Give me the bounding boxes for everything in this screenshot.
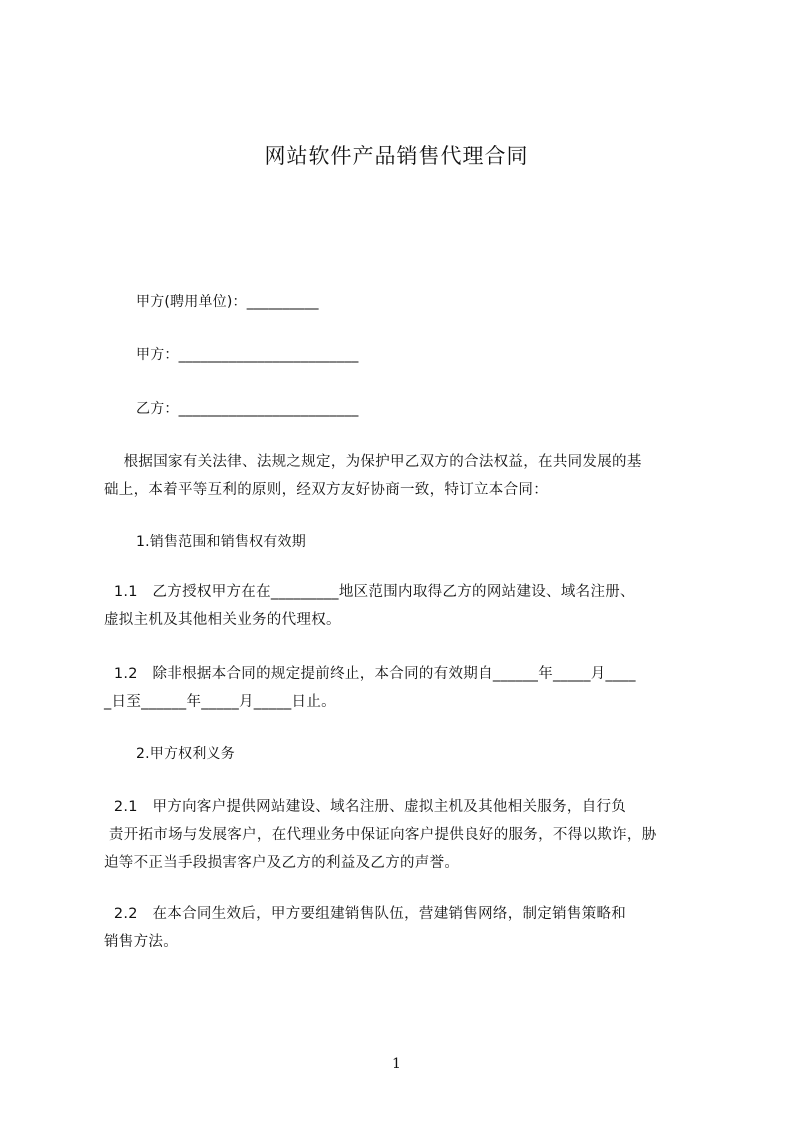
clause-line: 1.2 除非根据本合同的规定提前终止，本合同的有效期自______年_____月____	[104, 666, 636, 682]
preamble-line: 础上，本着平等互利的原则，经双方友好协商一致，特订立本合同：	[104, 482, 548, 498]
section-1-heading: 1.销售范围和销售权有效期	[136, 534, 306, 550]
clause-line: _日至______年_____月_____日止。	[104, 694, 336, 710]
clause-line: 2.2 在本合同生效后，甲方要组建销售队伍，营建销售网络，制定销售策略和	[104, 906, 627, 922]
clause-2-1	[104, 793, 704, 877]
party-a-line: 甲方：_________________________	[136, 347, 359, 363]
party-b-line: 乙方：_________________________	[136, 401, 359, 417]
clause-1-2	[104, 660, 704, 716]
page-number: 1	[392, 1056, 401, 1072]
employer-line: 甲方(聘用单位)：__________	[136, 294, 319, 310]
preamble-line: 根据国家有关法律、法规之规定，为保护甲乙双方的合法权益，在共同发展的基	[104, 454, 642, 470]
preamble-paragraph	[104, 448, 704, 504]
clause-line: 责开拓市场与发展客户，在代理业务中保证向客户提供良好的服务，不得以欺诈，胁	[104, 827, 657, 843]
clause-line: 1.1 乙方授权甲方在在_________地区范围内取得乙方的网站建设、域名注册、	[104, 584, 635, 600]
clause-line: 2.1 甲方向客户提供网站建设、域名注册、虚拟主机及其他相关服务，自行负	[104, 799, 627, 815]
clause-line: 虚拟主机及其他相关业务的代理权。	[104, 612, 341, 628]
clause-line: 销售方法。	[104, 934, 178, 950]
section-2-heading: 2.甲方权利义务	[136, 746, 235, 762]
document-title: 网站软件产品销售代理合同	[264, 144, 529, 168]
clause-line: 迫等不正当手段损害客户及乙方的利益及乙方的声誉。	[104, 855, 460, 871]
clause-2-2	[104, 900, 704, 956]
clause-1-1	[104, 578, 704, 634]
